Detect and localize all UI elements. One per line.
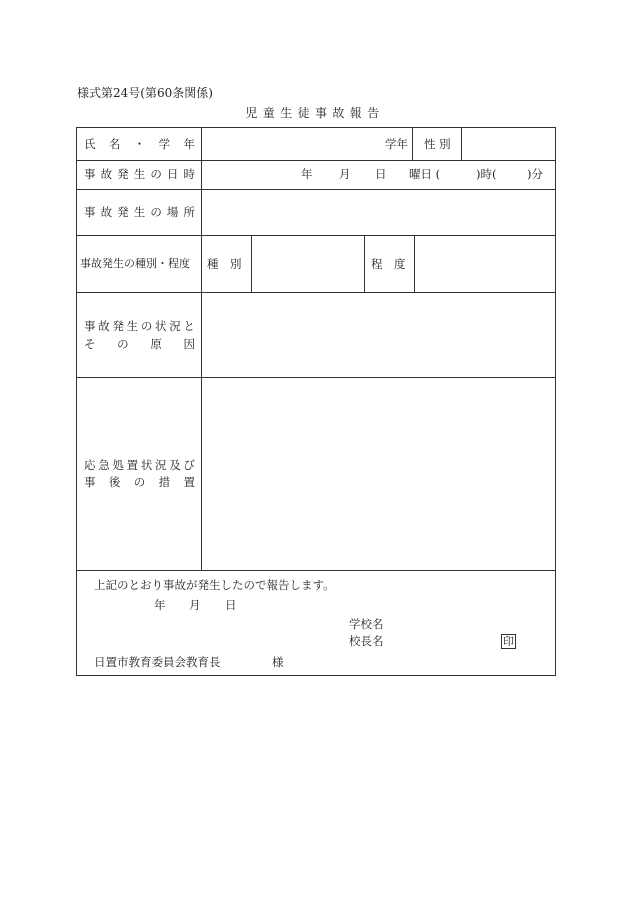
footer-month: 月 (189, 598, 201, 612)
measures-label-line1: 応 急 処 置 状 況 及 び (84, 458, 195, 472)
school-name-label: 学校名 (349, 617, 384, 631)
datetime-label: 事 故 発 生 の 日 時 (84, 167, 195, 181)
datetime-weekday: 曜日 ( (409, 167, 441, 181)
footer-day: 日 (225, 598, 237, 612)
form-number-label: 様式第24号(第60条関係) (77, 86, 213, 100)
measures-label-line2: 事 後 の 措 置 (84, 475, 195, 489)
datetime-month: 月 (339, 167, 351, 181)
situation-label-line2: そ の 原 因 (84, 337, 195, 351)
seal-mark: 印 (503, 635, 514, 648)
row-divider (77, 235, 555, 236)
addressee: 日置市教育委員会教育長 (94, 655, 221, 669)
situation-label-line1: 事 故 発 生 の 状 況 と (84, 319, 195, 333)
sex-label: 性 別 (424, 137, 451, 151)
row-divider (77, 570, 555, 571)
row-divider (77, 160, 555, 161)
report-form-table (76, 127, 556, 676)
principal-name-label: 校長名 (349, 634, 384, 648)
document-title: 児童生徒事故報告 (245, 106, 385, 120)
name-grade-label: 氏 名 ・ 学 年 (84, 137, 195, 151)
report-statement: 上記のとおり事故が発生したので報告します。 (94, 578, 335, 592)
datetime-year: 年 (301, 167, 313, 181)
sex-column-divider (412, 128, 413, 160)
datetime-minute: )分 (527, 167, 543, 181)
datetime-hour: )時( (476, 167, 497, 181)
row-divider (77, 292, 555, 293)
degree-value-divider (414, 235, 415, 292)
place-label: 事 故 発 生 の 場 所 (84, 205, 195, 219)
grade-label: 学年 (385, 137, 408, 151)
degree-divider (364, 235, 365, 292)
addressee-honorific: 様 (272, 655, 284, 669)
type-degree-label: 事故発生の種別・程度 (80, 257, 190, 270)
row-divider (77, 189, 555, 190)
sex-value-divider (461, 128, 462, 160)
label-column-divider (201, 128, 202, 570)
kind-label: 種 別 (207, 257, 242, 271)
row-divider (77, 377, 555, 378)
degree-label: 程 度 (371, 257, 406, 271)
datetime-day: 日 (375, 167, 387, 181)
kind-divider (251, 235, 252, 292)
footer-year: 年 (154, 598, 166, 612)
